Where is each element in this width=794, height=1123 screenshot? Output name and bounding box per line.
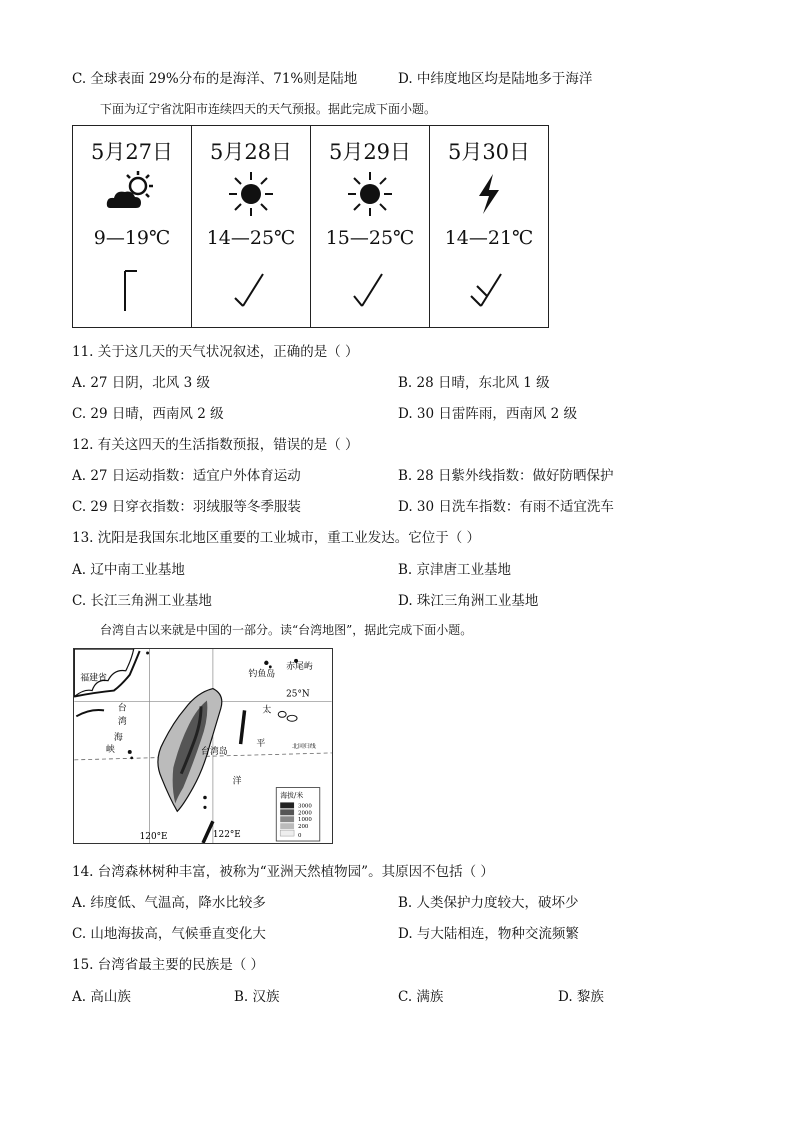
sun-icon	[226, 170, 276, 218]
q15-option-c: C. 满族	[398, 989, 444, 1005]
weather-temp: 15—25℃	[325, 227, 415, 249]
weather-intro: 下面为辽宁省沈阳市连续四天的天气预报。据此完成下面小题。	[100, 102, 437, 116]
weather-temp: 9—19℃	[93, 227, 171, 249]
taiwan-intro: 台湾自古以来就是中国的一部分。读“台湾地图”，据此完成下面小题。	[100, 623, 473, 637]
question-15: 15. 台湾省最主要的民族是（ ）	[72, 957, 265, 973]
legend-level: 0	[298, 833, 302, 840]
lightning-icon	[469, 170, 509, 218]
north-wind-3-icon	[117, 266, 147, 316]
weather-day	[73, 126, 192, 327]
strait-label: 台	[117, 703, 127, 714]
southwest-wind-2-icon	[350, 266, 390, 316]
weather-day	[192, 126, 311, 327]
question-11: 11. 关于这几天的天气状况叙述，正确的是（ ）	[72, 344, 359, 360]
lon-120-label: 120°E	[139, 832, 168, 843]
q11-option-d: D. 30 日雷阵雨，西南风 2 级	[398, 406, 578, 422]
weather-day	[311, 126, 430, 327]
weather-date: 5月28日	[209, 140, 293, 164]
northeast-wind-1-icon	[231, 266, 271, 316]
weather-day	[430, 126, 548, 327]
weather-forecast-table	[72, 125, 549, 328]
elevation-legend	[276, 788, 320, 841]
question-14: 14. 台湾森林树种丰富，被称为“亚洲天然植物园”。其原因不包括（ ）	[72, 864, 494, 880]
ocean-label: 洋	[232, 776, 242, 787]
diaoyu-island	[264, 661, 268, 665]
q15-option-d: D. 黎族	[558, 989, 604, 1005]
fujian-label: 福建省	[80, 673, 107, 684]
legend-level: 1000	[298, 817, 312, 824]
weather-temp: 14—21℃	[444, 227, 534, 249]
taiwan-island-label: 台湾岛	[201, 746, 228, 757]
q12-option-b: B. 28 日紫外线指数：做好防晒保护	[398, 468, 614, 484]
q15-option-b: B. 汉族	[234, 989, 280, 1005]
question-13: 13. 沈阳是我国东北地区重要的工业城市，重工业发达。它位于（ ）	[72, 530, 481, 546]
weather-date: 5月30日	[447, 140, 531, 164]
southwest-wind-2-icon	[467, 266, 511, 316]
diaoyu-label: 钓鱼岛	[248, 669, 276, 680]
weather-temp: 14—25℃	[206, 227, 296, 249]
q14-option-d: D. 与大陆相连，物种交流频繁	[398, 926, 579, 942]
weather-date: 5月27日	[90, 140, 174, 164]
question-12: 12. 有关这四天的生活指数预报，错误的是（ ）	[72, 437, 359, 453]
strait-label: 峡	[106, 744, 115, 755]
q12-option-a: A. 27 日运动指数：适宜户外体育运动	[72, 468, 301, 484]
q15-option-a: A. 高山族	[72, 989, 131, 1005]
q14-option-a: A. 纬度低、气温高，降水比较多	[72, 895, 266, 911]
q13-option-c: C. 长江三角洲工业基地	[72, 593, 212, 609]
q14-option-c: C. 山地海拔高，气候垂直变化大	[72, 926, 266, 942]
q13-option-d: D. 珠江三角洲工业基地	[398, 593, 539, 609]
q11-option-b: B. 28 日晴，东北风 1 级	[398, 375, 550, 391]
chiwei-label: 赤尾屿	[286, 661, 313, 672]
legend-title: 海拔/米	[280, 791, 304, 800]
q11-option-a: A. 27 日阴，北风 3 级	[72, 375, 210, 391]
q13-option-b: B. 京津唐工业基地	[398, 562, 512, 578]
option-c: C. 全球表面 29%分布的是海洋、71%则是陆地	[72, 71, 358, 87]
q12-option-c: C. 29 日穿衣指数：羽绒服等冬季服装	[72, 499, 301, 515]
partly-cloudy-icon	[104, 170, 160, 214]
strait-label: 湾	[117, 717, 127, 728]
legend-level: 200	[298, 824, 309, 831]
ocean-label: 太	[262, 705, 272, 716]
weather-date: 5月29日	[328, 140, 412, 164]
sun-icon	[345, 170, 395, 218]
q14-option-b: B. 人类保护力度较大，破坏少	[398, 895, 579, 911]
legend-level: 3000	[298, 803, 312, 810]
q12-option-d: D. 30 日洗车指数：有雨不适宜洗车	[398, 499, 614, 515]
taiwan-map	[73, 648, 333, 844]
option-d: D. 中纬度地区均是陆地多于海洋	[398, 71, 593, 87]
lon-122-label: 122°E	[212, 830, 241, 841]
strait-label: 海	[113, 733, 123, 744]
ocean-label: 平	[256, 739, 266, 749]
q13-option-a: A. 辽中南工业基地	[72, 562, 185, 578]
legend-level: 2000	[298, 810, 312, 817]
lat-25-label: 25°N	[286, 689, 310, 700]
q11-option-c: C. 29 日晴，西南风 2 级	[72, 406, 224, 422]
tropic-label: 北回归线	[292, 742, 316, 750]
